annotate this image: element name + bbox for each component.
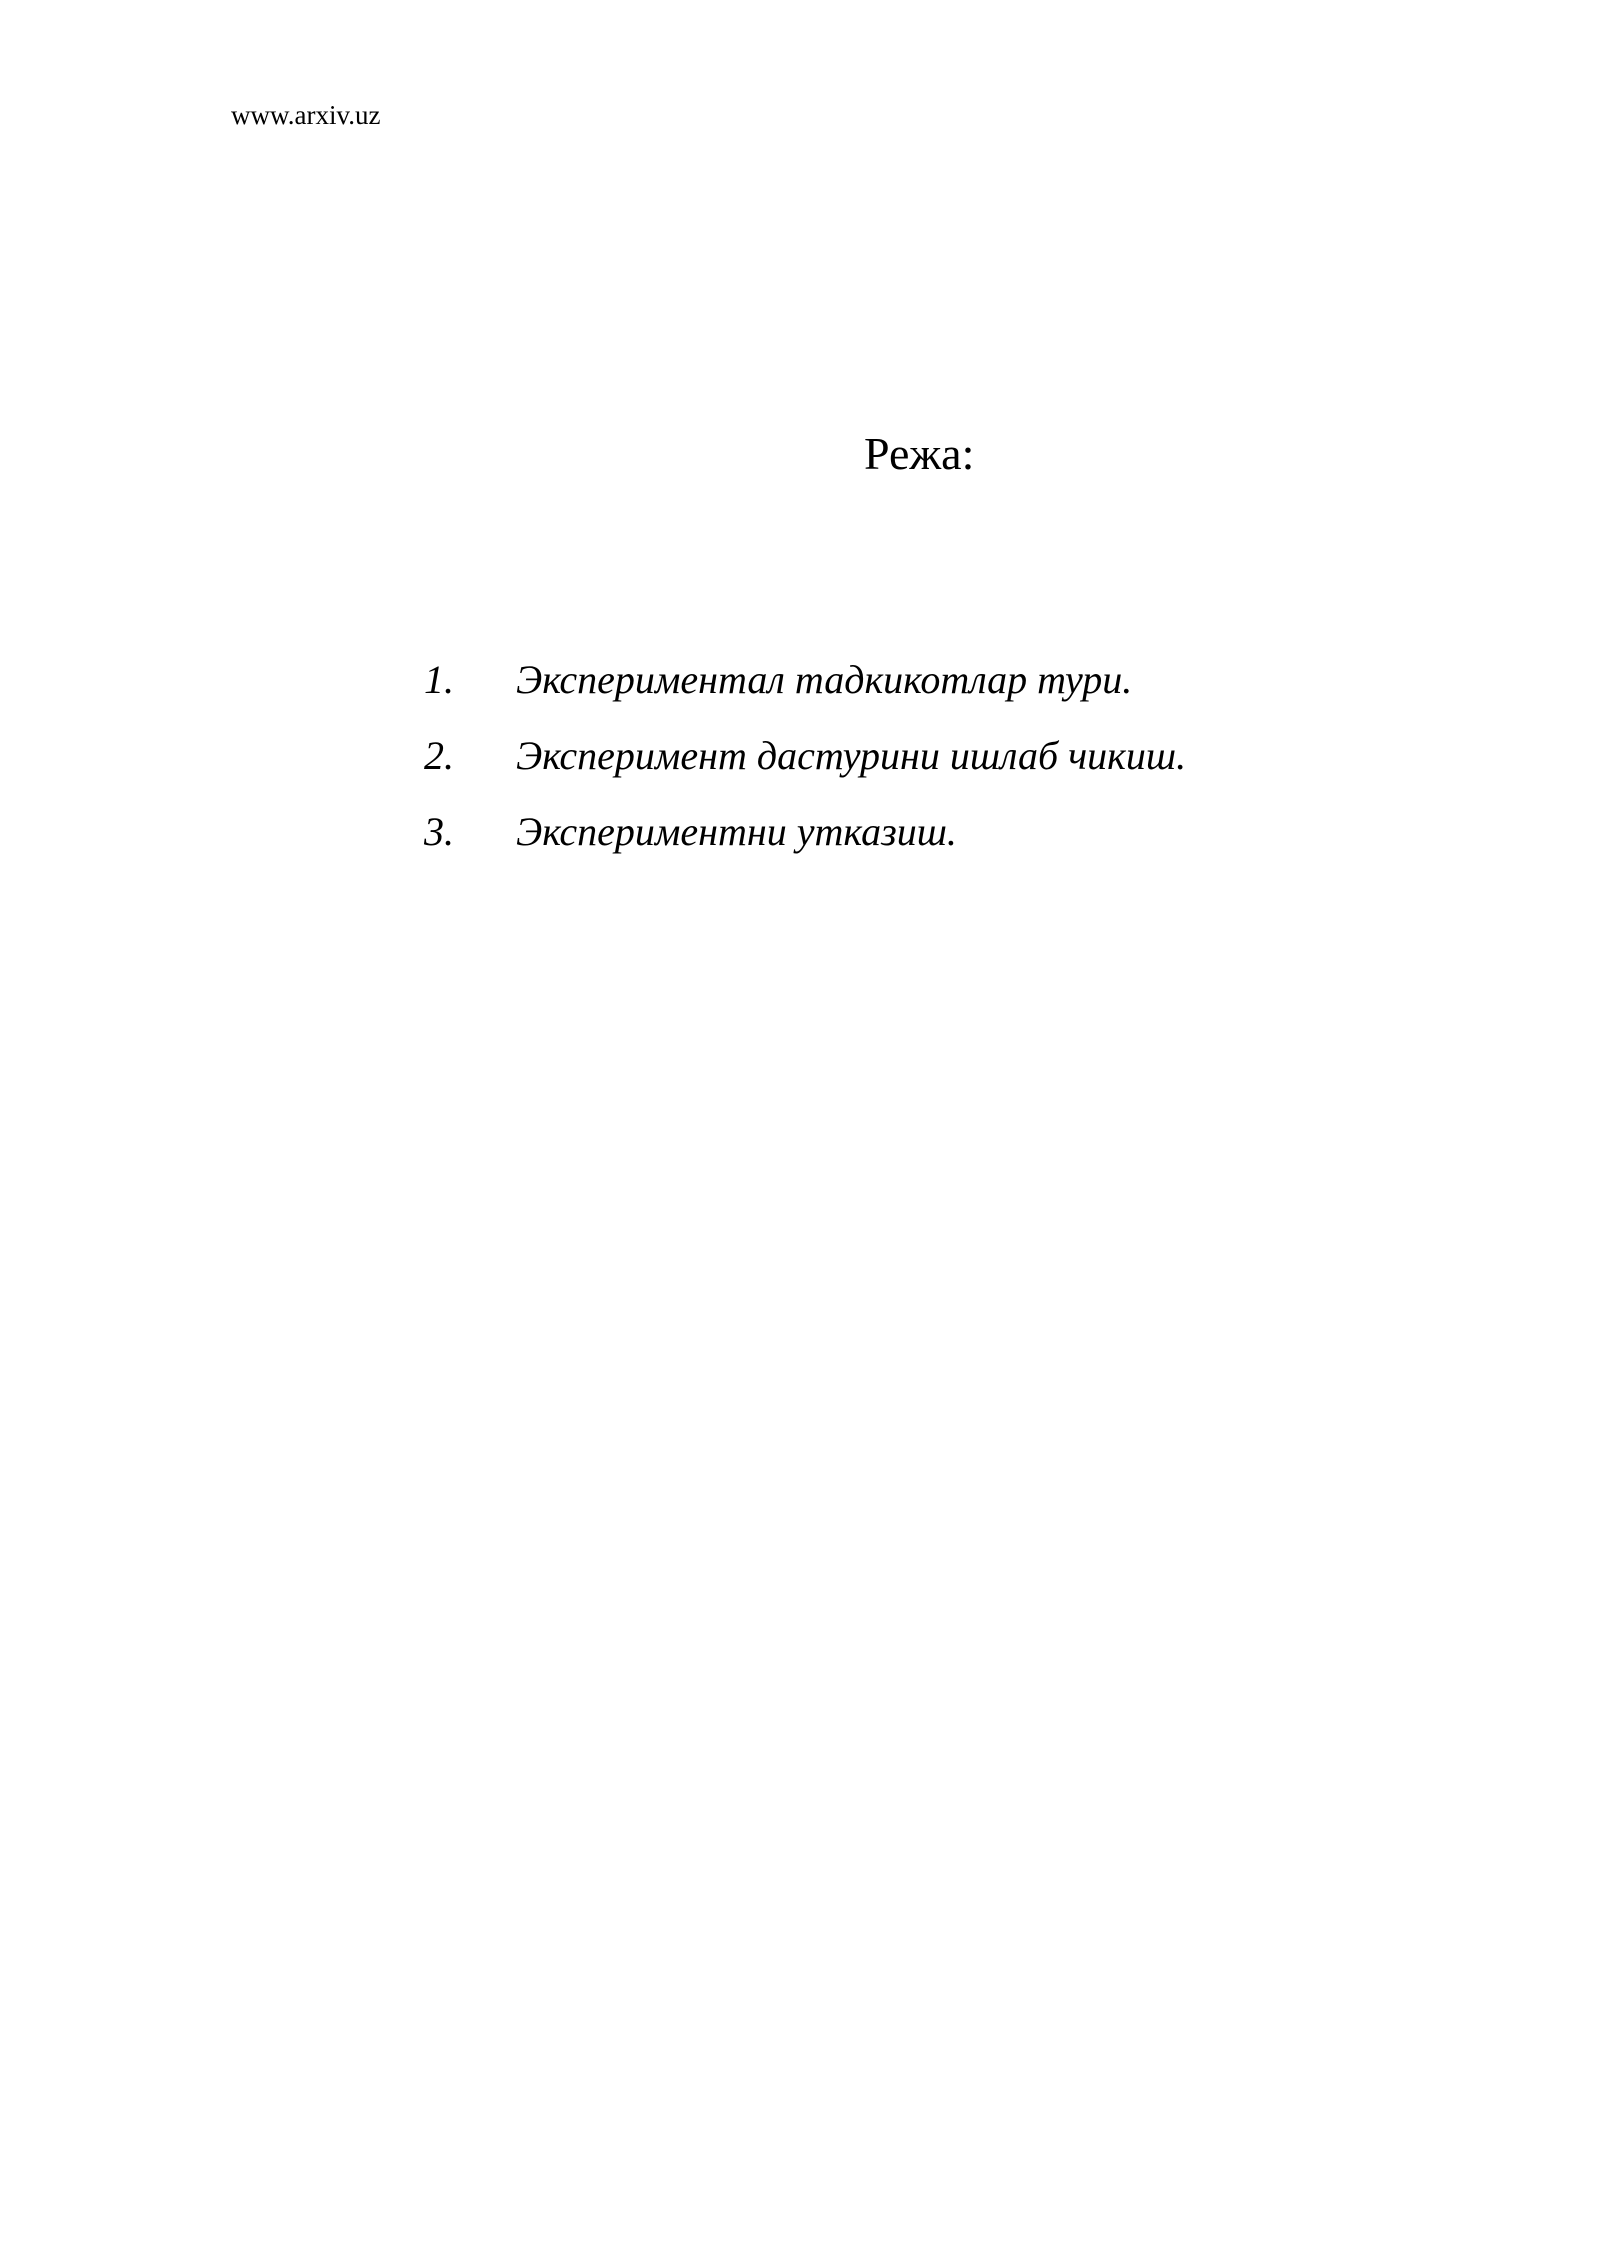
plan-item-number: 2. xyxy=(424,733,454,778)
plan-title: Режа: xyxy=(864,428,975,479)
plan-item-1 xyxy=(420,656,1320,732)
plan-list xyxy=(420,656,1320,884)
plan-item-text: Эксперимент дастурини ишлаб чикиш. xyxy=(516,733,1187,778)
plan-item-3 xyxy=(420,808,1320,884)
header-site-url: www.arxiv.uz xyxy=(231,100,381,130)
plan-item-text: Экспериментни утказиш. xyxy=(516,809,957,854)
plan-item-number: 3. xyxy=(424,809,454,854)
plan-item-2 xyxy=(420,732,1320,808)
plan-item-text: Экспериментал тадкикотлар тури. xyxy=(516,657,1133,702)
plan-item-number: 1. xyxy=(424,657,454,702)
